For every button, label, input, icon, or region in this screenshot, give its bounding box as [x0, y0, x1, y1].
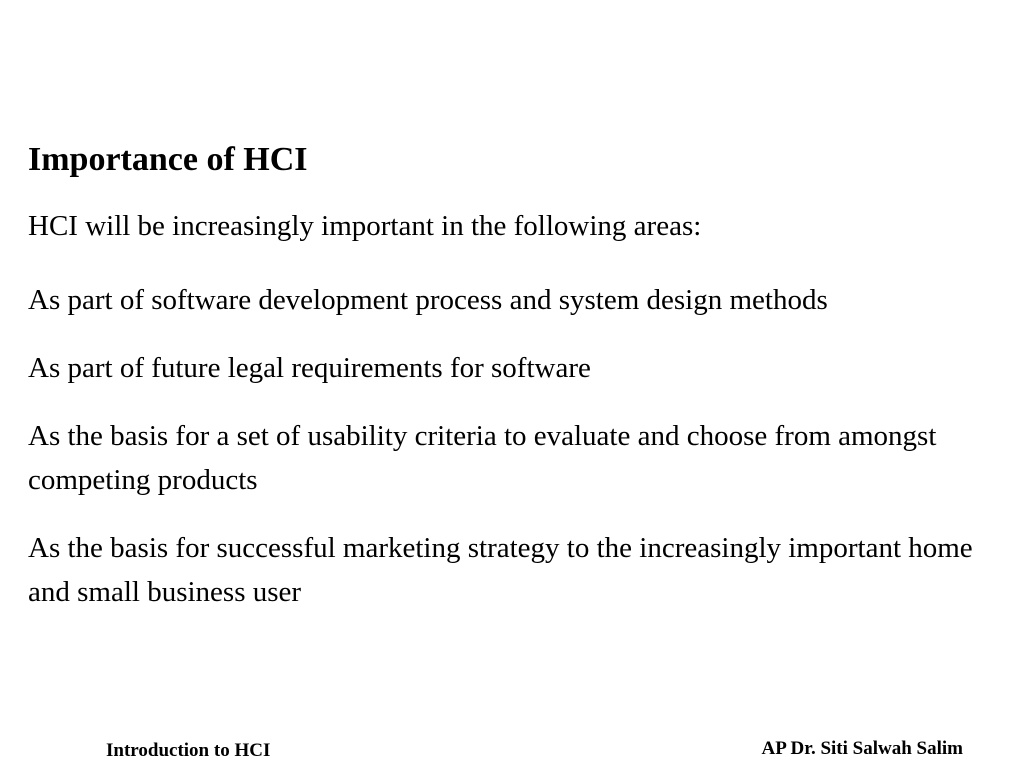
slide-title: Importance of HCI: [28, 141, 308, 178]
point-marketing-strategy: As the basis for successful marketing strategy to the increasingly important home and small business user: [28, 532, 973, 608]
point-usability-criteria: As the basis for a set of usability criteria to evaluate and choose from amongst competing products: [28, 420, 937, 496]
point-software-development: As part of software development process and system design methods: [28, 284, 828, 316]
footer-course-title: Introduction to HCI: [106, 740, 271, 761]
point-list: [28, 278, 998, 638]
slide-intro-text: HCI will be increasingly important in the following areas:: [28, 210, 702, 242]
point-legal-requirements: As part of future legal requirements for software: [28, 352, 591, 384]
footer-author: AP Dr. Siti Salwah Salim: [761, 738, 963, 759]
